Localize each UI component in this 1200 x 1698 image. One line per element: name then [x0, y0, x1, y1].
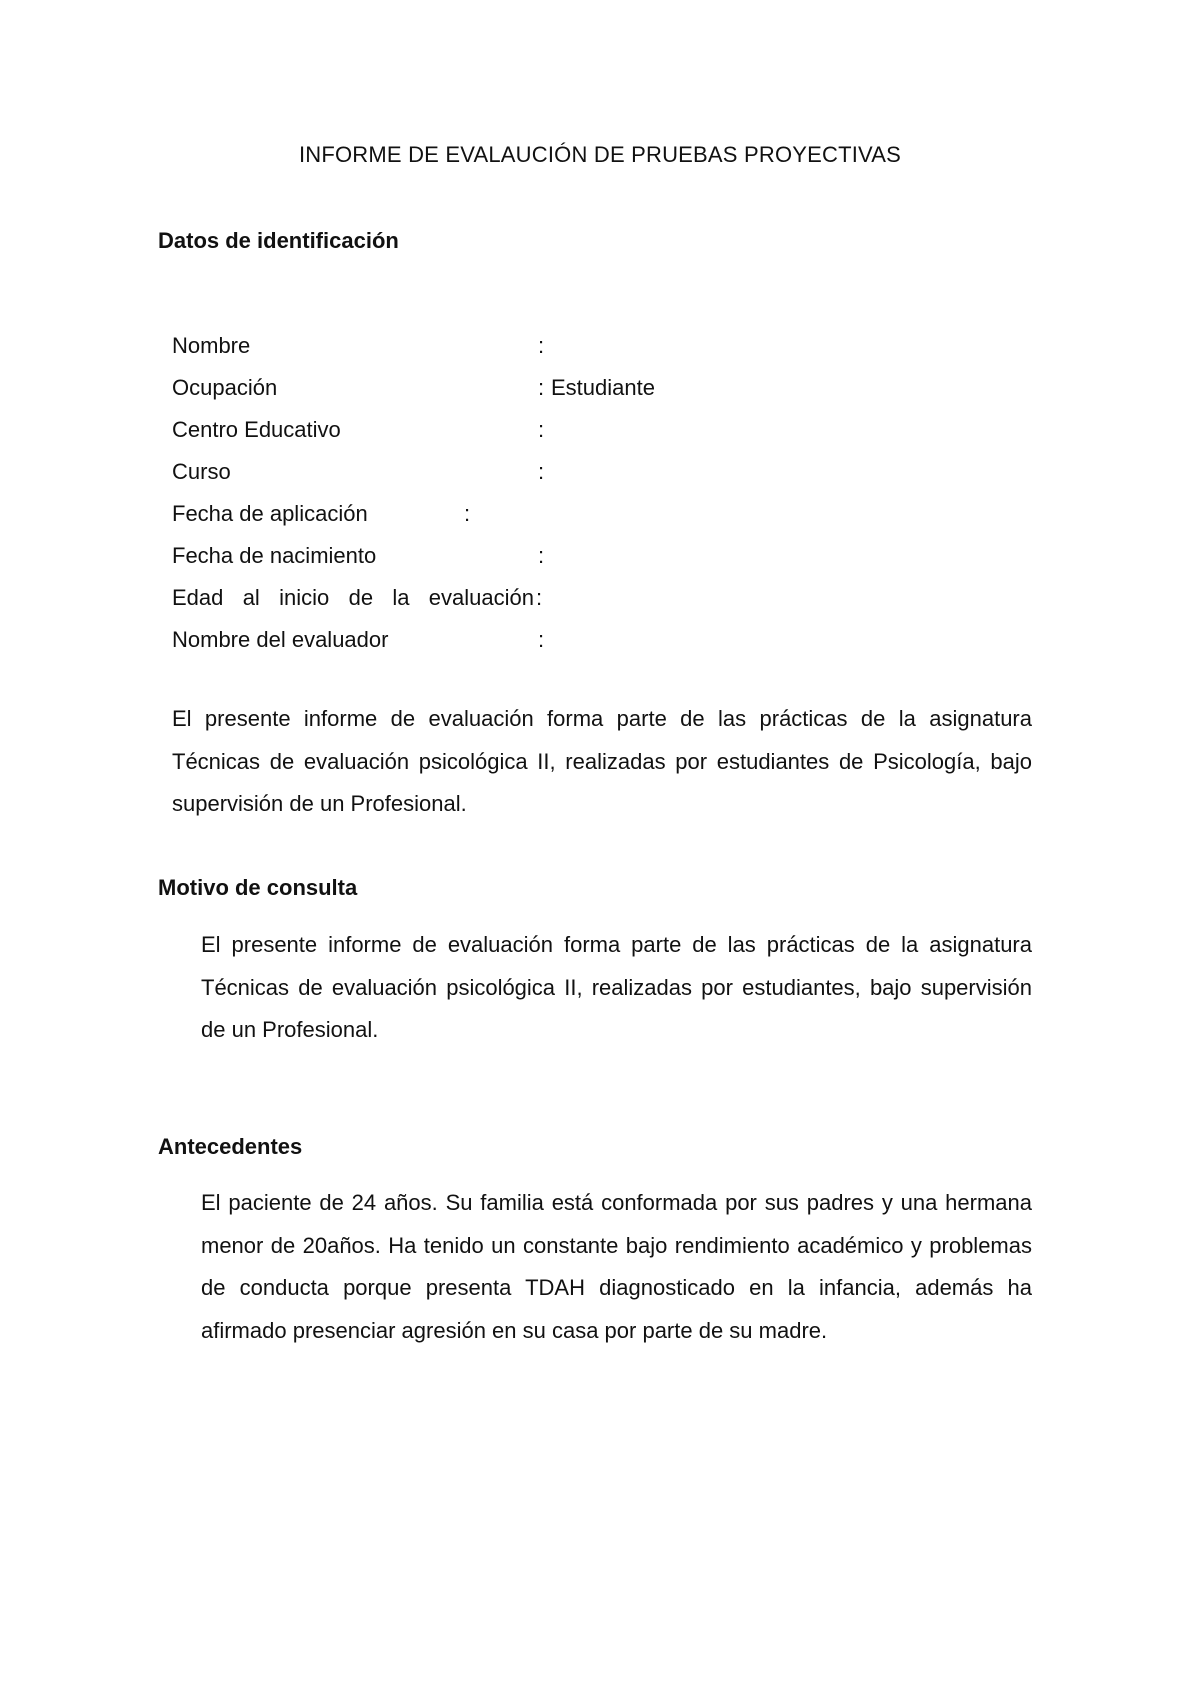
- id-separator: :: [538, 375, 545, 400]
- id-label: Curso: [172, 459, 231, 484]
- id-separator: :: [538, 627, 545, 652]
- id-separator: :: [538, 333, 545, 358]
- id-label: Fecha de aplicación: [172, 501, 368, 526]
- section-heading-reason: Motivo de consulta: [158, 875, 358, 900]
- reason-paragraph: El presente informe de evaluación forma parte de las prácticas de la asignatura Técnicas de evaluación psicológica II, realizadas por estudiantes, bajo supervisión de un Profesional.: [201, 932, 1032, 1042]
- id-separator: :: [538, 459, 545, 484]
- id-separator: :: [538, 543, 545, 568]
- id-label: Edad al inicio de la evaluación: [172, 585, 534, 610]
- section-heading-background: Antecedentes: [158, 1134, 303, 1159]
- id-label: Ocupación: [172, 375, 278, 400]
- id-label: Centro Educativo: [172, 417, 341, 442]
- id-separator: :: [538, 417, 545, 442]
- id-label: Fecha de nacimiento: [172, 543, 377, 568]
- document-title: INFORME DE EVALAUCIÓN DE PRUEBAS PROYECTIVAS: [298, 142, 902, 167]
- id-label: Nombre del evaluador: [172, 627, 389, 652]
- id-label: Nombre: [172, 333, 251, 358]
- id-value: Estudiante: [551, 375, 655, 400]
- id-separator: :: [536, 585, 543, 610]
- id-separator: :: [464, 501, 471, 526]
- intro-paragraph: El presente informe de evaluación forma parte de las prácticas de la asignatura Técnicas de evaluación psicológica II, realizadas por estudiantes de Psicología, bajo supervisión de un Profesional.: [172, 706, 1032, 816]
- background-paragraph: El paciente de 24 años. Su familia está conformada por sus padres y una hermana menor de 20años. Ha tenido un constante bajo rendimiento académico y problemas de conducta porque presenta TDAH diagnosticado en la infancia, además ha afirmado presenciar agresión en su casa por parte de su madre.: [201, 1190, 1032, 1343]
- section-heading-identification: Datos de identificación: [158, 228, 399, 253]
